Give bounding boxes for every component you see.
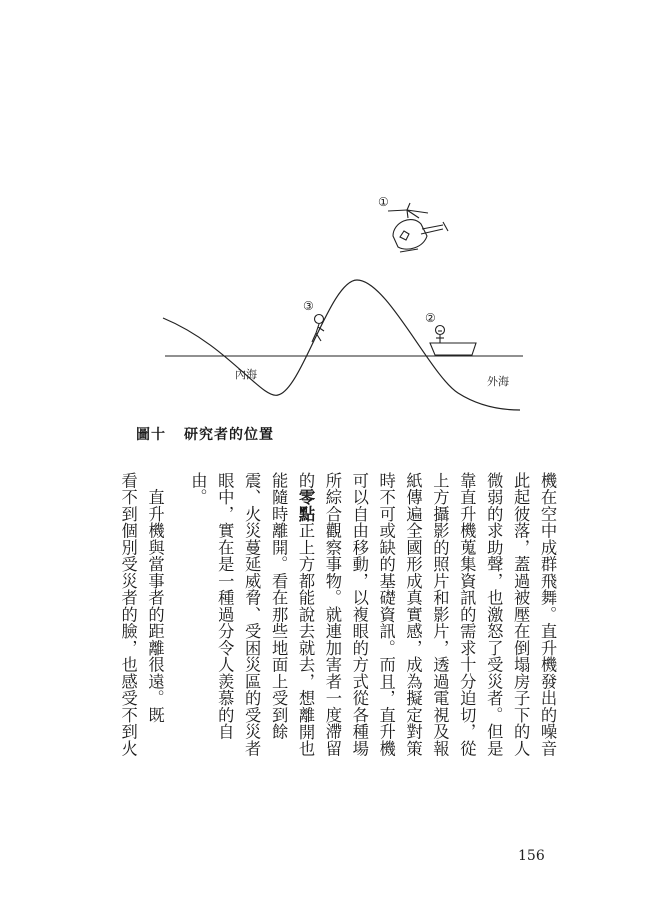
text-column: 眼中，實在是一種過分令人羨慕的自 [215,472,235,741]
boat-person-icon [430,326,476,356]
bold-term: 零點 [295,488,315,523]
text-column: 上方攝影的照片和影片，透過電視及報 [430,472,450,757]
text-column: 看不到個別受災者的臉，也感受不到火 [118,472,138,757]
caption-number: 圖十 [136,427,166,443]
figure-caption [136,424,274,444]
text-column: 靠直升機蒐集資訊的需求十分迫切，從 [457,472,477,757]
text-column: 可以自由移動，以複眼的方式從各種場 [349,472,369,757]
text-column: 震、火災蔓延威脅、受困災區的受災者 [242,472,262,757]
outer-sea-label: 外海 [487,375,509,388]
page-number: 156 [518,848,545,864]
text-column [291,472,318,764]
text-column: 此起彼落，蓋過被壓在倒塌房子下的人 [511,472,531,757]
text-column: 機在空中成群飛舞。直升機發出的噪音 [538,472,557,757]
marker-2: ② [425,311,436,325]
marker-3: ③ [303,299,314,313]
paragraph-gap [168,472,184,764]
text-column: 時不可或缺的基礎資訊。而且，直升機 [376,472,396,757]
helicopter-icon [388,203,448,252]
figure-diagram [0,0,650,420]
body-text [112,472,560,764]
text-column: 能隨時離開。看在那些地面上受到餘 [269,472,289,741]
marker-1: ① [378,195,389,209]
caption-title: 研究者的位置 [184,427,274,443]
text-column: 紙傳遍全國形成真實感，成為擬定對策 [403,472,423,757]
text-column: 微弱的求助聲，也激怒了受災者。但是 [484,472,504,757]
text-column: 由。 [188,472,208,506]
text-run: 正上方都能說去就去，想離開也 [295,522,315,757]
wave-curve [163,280,520,410]
inner-sea-label: 內海 [235,368,257,381]
text-column: 所綜合觀察事物。就連加害者一度滯留 [322,472,342,757]
text-run: 的 [295,472,315,489]
hill-person-icon [312,315,324,343]
text-column: 直升機與當事者的距離很遠。既 [145,472,165,724]
